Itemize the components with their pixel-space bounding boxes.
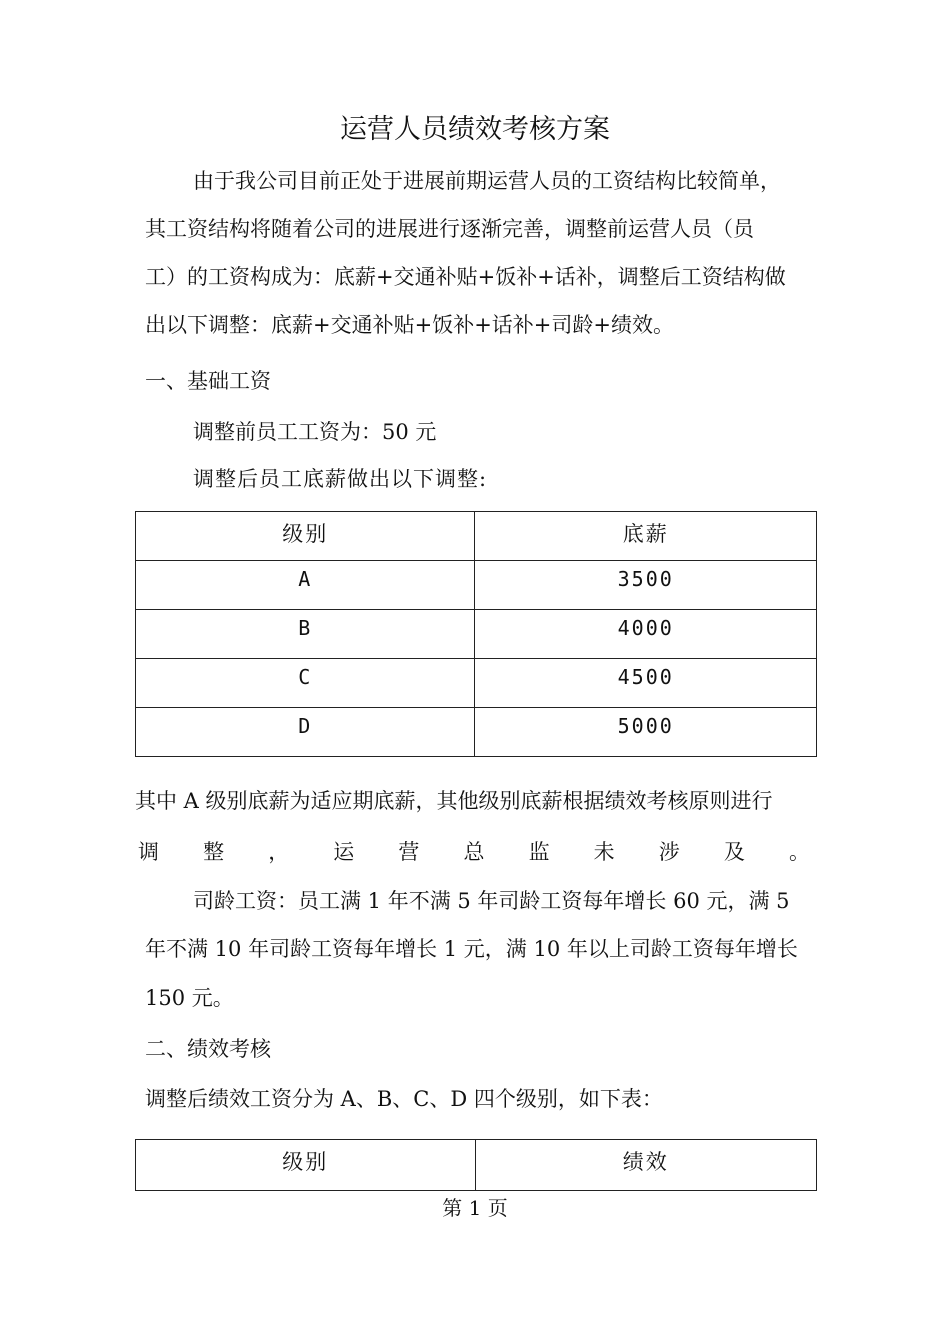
note-char: 及 bbox=[723, 840, 745, 864]
performance-intro-text: 调整后绩效工资分为 A、B、C、D 四个级别，如下表： bbox=[145, 1087, 663, 1111]
salary-cell: 4000 bbox=[475, 610, 817, 659]
level-cell: A bbox=[136, 561, 475, 610]
salary-cell: 3500 bbox=[475, 561, 817, 610]
note-char: ， bbox=[268, 840, 290, 864]
note-char: 涉 bbox=[658, 840, 680, 864]
table-header-row bbox=[136, 512, 817, 561]
table-row bbox=[136, 659, 817, 708]
salary-cell: 4500 bbox=[475, 659, 817, 708]
intro-line-3: 工）的工资构成为：底薪+交通补贴+饭补+话补，调整后工资结构做 bbox=[145, 265, 786, 289]
note-line-2 bbox=[138, 837, 810, 867]
table-row bbox=[136, 561, 817, 610]
note-char: 整 bbox=[203, 840, 225, 864]
note-char: 营 bbox=[398, 840, 420, 864]
table-row bbox=[136, 708, 817, 757]
base-salary-table bbox=[135, 511, 817, 757]
table-header-cell: 绩效 bbox=[475, 1140, 817, 1191]
intro-line-4: 出以下调整：底薪+交通补贴+饭补+话补+司龄+绩效。 bbox=[145, 313, 674, 337]
salary-after-text: 调整后员工底薪做出以下调整: bbox=[193, 467, 488, 491]
seniority-line-3: 150 元。 bbox=[145, 986, 234, 1010]
table-header-cell: 底薪 bbox=[475, 512, 817, 561]
seniority-line-1: 司龄工资：员工满 1 年不满 5 年司龄工资每年增长 60 元，满 5 bbox=[193, 889, 790, 913]
level-cell: D bbox=[136, 708, 475, 757]
section-heading-performance: 二、绩效考核 bbox=[145, 1037, 271, 1061]
table-header-row bbox=[136, 1140, 817, 1191]
note-char: 运 bbox=[333, 840, 355, 864]
note-char: 未 bbox=[593, 840, 615, 864]
note-line-1: 其中 A 级别底薪为适应期底薪，其他级别底薪根据绩效考核原则进行 bbox=[135, 789, 773, 813]
level-cell: B bbox=[136, 610, 475, 659]
note-char: 调 bbox=[138, 840, 159, 864]
performance-table bbox=[135, 1139, 817, 1191]
table-header-cell: 级别 bbox=[136, 512, 475, 561]
salary-cell: 5000 bbox=[475, 708, 817, 757]
seniority-line-2: 年不满 10 年司龄工资每年增长 1 元，满 10 年以上司龄工资每年增长 bbox=[145, 937, 798, 961]
salary-before-text: 调整前员工工资为：50 元 bbox=[193, 420, 437, 444]
section-heading-base-salary: 一、基础工资 bbox=[145, 369, 271, 393]
document-title: 运营人员绩效考核方案 bbox=[340, 114, 610, 145]
intro-line-2: 其工资结构将随着公司的进展进行逐渐完善，调整前运营人员（员 bbox=[145, 217, 754, 241]
table-header-cell: 级别 bbox=[136, 1140, 476, 1191]
note-char: 总 bbox=[463, 840, 485, 864]
table-row bbox=[136, 610, 817, 659]
note-char: 监 bbox=[528, 840, 550, 864]
level-cell: C bbox=[136, 659, 475, 708]
page-number: 第 1 页 bbox=[442, 1196, 508, 1220]
note-char: 。 bbox=[788, 840, 810, 864]
intro-line-1: 由于我公司目前正处于进展前期运营人员的工资结构比较简单， bbox=[193, 169, 781, 193]
